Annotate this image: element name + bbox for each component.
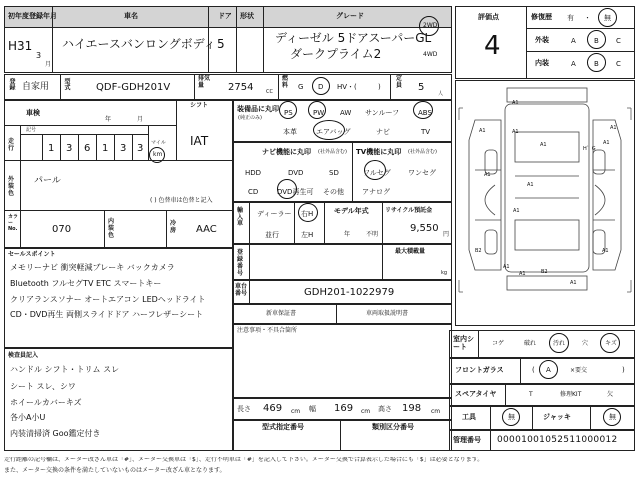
mileage-digit-4: 1 <box>102 143 109 154</box>
eval-score: 4 <box>484 31 501 61</box>
equip-pw: PW <box>313 109 325 117</box>
right-hand-circle <box>298 203 318 222</box>
damage-mark-6: A1 <box>603 140 610 146</box>
recycle-value: 9,550 <box>410 223 439 234</box>
fuel-d-circle <box>312 77 330 95</box>
equipment-label: 装備品に丸印 <box>237 105 279 113</box>
model-name-value: ハイエースバンロングボディ <box>62 37 216 51</box>
navi-dvd-circle <box>277 179 297 199</box>
inspector-note-5: 内装清掃済 Goo鑑定付き <box>10 429 101 438</box>
inspector-note-3: ホイールカバーキズ <box>10 398 82 407</box>
equip-airbag-circle <box>313 120 345 140</box>
mileage-label: 走行 <box>8 138 15 153</box>
repair-yes: 有 <box>567 14 574 22</box>
doors-value: 5 <box>217 37 225 51</box>
ac-value: AAC <box>196 224 217 235</box>
inspector-notes-label: 検査員記入 <box>8 352 39 359</box>
drive-4wd: 4WD <box>423 51 438 58</box>
int-color-label: 内装色 <box>108 218 115 240</box>
int-b: B <box>594 60 599 68</box>
tools-none: 無 <box>508 413 515 421</box>
footer-line-2: また、メーター交換の条件を満たしていないものはメーター改ざん車となります。 <box>4 467 226 474</box>
color-note: ( ) 色替車は色替と記入 <box>150 197 213 204</box>
inspector-note-1: ハンドル シフト・トリム スレ <box>10 365 120 374</box>
footer-line-1: 走行距離の記号欄は、メーター改ざん車は「#」、メーター交換車は「$」、走行不明車は「#」を記入して下さい。メーター交換で合算表示した場合にも「$」は必要となります。 <box>4 457 484 463</box>
color-label: 外装色 <box>8 176 15 198</box>
tv-fullseg: フルセグ <box>363 169 391 177</box>
tools-none-circle <box>502 408 520 426</box>
glass-a: A <box>546 366 551 374</box>
jack-none: 無 <box>609 413 616 421</box>
equip-pw-circle <box>308 101 326 119</box>
equip-abs-circle <box>413 101 433 119</box>
grade-label: グレード <box>336 12 364 20</box>
ext-b-circle <box>587 30 606 49</box>
color-no-label: カラーNo. <box>8 214 19 232</box>
spare-label: スペアタイヤ <box>455 390 497 398</box>
repair-no: 無 <box>604 14 611 22</box>
equip-ps-circle <box>279 101 297 119</box>
fuel-label: 燃料 <box>282 75 289 89</box>
damage-mark-12: A1 <box>570 280 577 286</box>
inspector-note-4: 各小A小U <box>10 413 46 422</box>
shape-label: 形状 <box>240 12 254 20</box>
exterior-label: 外装 <box>535 36 549 44</box>
equip-abs: ABS <box>418 109 432 117</box>
repair-no-circle <box>598 8 617 27</box>
sales-point-line-4: CD・DVD再生 両側スライドドア ハーフレザーシート <box>10 310 204 319</box>
inspector-note-2: シート スレ、シワ <box>10 382 76 391</box>
jack-none-circle <box>603 408 621 426</box>
sales-point-line-2: Bluetooth フルセグTV ETC スマートキー <box>10 279 162 288</box>
ext-b: B <box>594 37 599 45</box>
glass-a-circle <box>539 360 558 379</box>
model-name-label: 車名 <box>124 12 138 20</box>
tools-label: 工具 <box>462 413 476 421</box>
equip-airbag: エアバッグ <box>316 128 351 136</box>
capacity: 5 <box>418 82 425 93</box>
notes-block <box>233 324 452 398</box>
model-code: QDF-GDH201V <box>96 82 171 93</box>
mileage-digit-5: 3 <box>120 143 127 154</box>
sales-point-line-3: クリアランスソナー オートエアコン LEDヘッドライト <box>10 295 206 304</box>
ext-a: A <box>571 37 576 45</box>
damage-mark-4: A1 <box>610 125 617 131</box>
chassis-value: GDH201-1022979 <box>304 287 395 298</box>
damage-mark-10: A1 <box>602 248 609 254</box>
damage-mark-9: A1 <box>513 208 520 214</box>
first-reg-month: 3 <box>36 51 42 60</box>
sales-points-label: セールスポイント <box>8 251 56 258</box>
unit-km: km <box>153 151 163 158</box>
ac-label: 冷房 <box>170 220 177 235</box>
ext-c: C <box>616 37 621 45</box>
navi-dvd-play: DVD再生可 <box>277 188 314 196</box>
seat-label: 室内シート <box>453 335 474 352</box>
damage-mark-5: A1 <box>540 142 547 148</box>
right-hand-drive: 右H <box>301 210 314 218</box>
doors-label: ドア <box>218 12 232 20</box>
damage-mark-b2b: B2 <box>541 269 548 275</box>
import-label: 輸入車 <box>237 207 244 228</box>
grade-line-2: ダークプライム2 <box>290 47 382 61</box>
damage-mark-b2a: B2 <box>475 248 482 254</box>
repair-label: 修復歴 <box>531 13 552 21</box>
glass-label: フロントガラス <box>455 366 504 374</box>
drive-2wd: 2WD <box>423 22 438 29</box>
seat-dirty-circle <box>549 333 569 353</box>
mgmt-number: 0000100105251100001​2 <box>497 435 618 445</box>
int-c: C <box>616 60 621 68</box>
seat-scratch-circle <box>600 333 620 353</box>
color-no-value: 070 <box>52 224 72 235</box>
displacement-label: 排気量 <box>198 75 211 89</box>
int-b-circle <box>587 53 606 72</box>
first-reg-era: H31 <box>8 39 33 53</box>
height-value: 198 <box>402 403 422 414</box>
usage-category: 自家用 <box>22 82 50 92</box>
mileage-digit-6: 3 <box>137 143 144 154</box>
width-value: 169 <box>334 403 354 414</box>
first-reg-month-unit: 月 <box>45 61 52 68</box>
damage-mark-1: A1 <box>512 100 519 106</box>
damage-mark-8: A1 <box>527 182 534 188</box>
first-reg-label: 初年度登録年月 <box>8 12 57 20</box>
int-a: A <box>571 60 576 68</box>
displacement: 2754 <box>228 82 254 93</box>
equip-ps: PS <box>284 109 293 117</box>
chassis-label: 車台番号 <box>235 283 248 297</box>
interior-label: 内装 <box>535 59 549 67</box>
sales-point-line-1: メモリーナビ 衝突軽減ブレーキ バックカメラ <box>10 263 175 272</box>
damage-mark-7: A1 <box>484 172 491 178</box>
color-value: パール <box>34 176 61 186</box>
mileage-digit-1: 1 <box>48 143 55 154</box>
mileage-digit-3: 6 <box>84 143 91 154</box>
shift-label: シフト <box>190 102 209 109</box>
damage-mark-2: A1 <box>479 128 486 134</box>
tv-fullseg-circle <box>364 160 386 180</box>
seat-dirty: 汚れ <box>553 340 566 347</box>
mileage-digit-2: 3 <box>66 143 73 154</box>
reg-number-label: 登録番号 <box>237 249 244 277</box>
shift-value: IAT <box>190 134 209 148</box>
eval-score-label: 評価点 <box>478 13 499 21</box>
seat-scratch: キズ <box>605 340 617 347</box>
drive-2wd-circle <box>419 16 439 36</box>
jack-label: ジャッキ <box>543 413 571 421</box>
notes-label: 注意事項・不具合箇所 <box>237 327 298 334</box>
damage-mark-3: A1 <box>512 129 519 135</box>
inspection-label: 車検 <box>26 109 40 117</box>
damage-mark-hg: H゛G <box>583 146 596 152</box>
grade-line-1: ディーゼル 5ドアスーパーGL <box>275 31 432 45</box>
mgmt-label: 管理番号 <box>453 436 481 444</box>
capacity-label: 定員 <box>396 75 403 89</box>
fuel-d: D <box>318 83 324 91</box>
length-value: 469 <box>263 403 283 414</box>
vehicle-damage-diagram <box>455 80 635 326</box>
damage-mark-11: A1 <box>519 271 526 277</box>
damage-mark-13: A1 <box>503 264 510 270</box>
